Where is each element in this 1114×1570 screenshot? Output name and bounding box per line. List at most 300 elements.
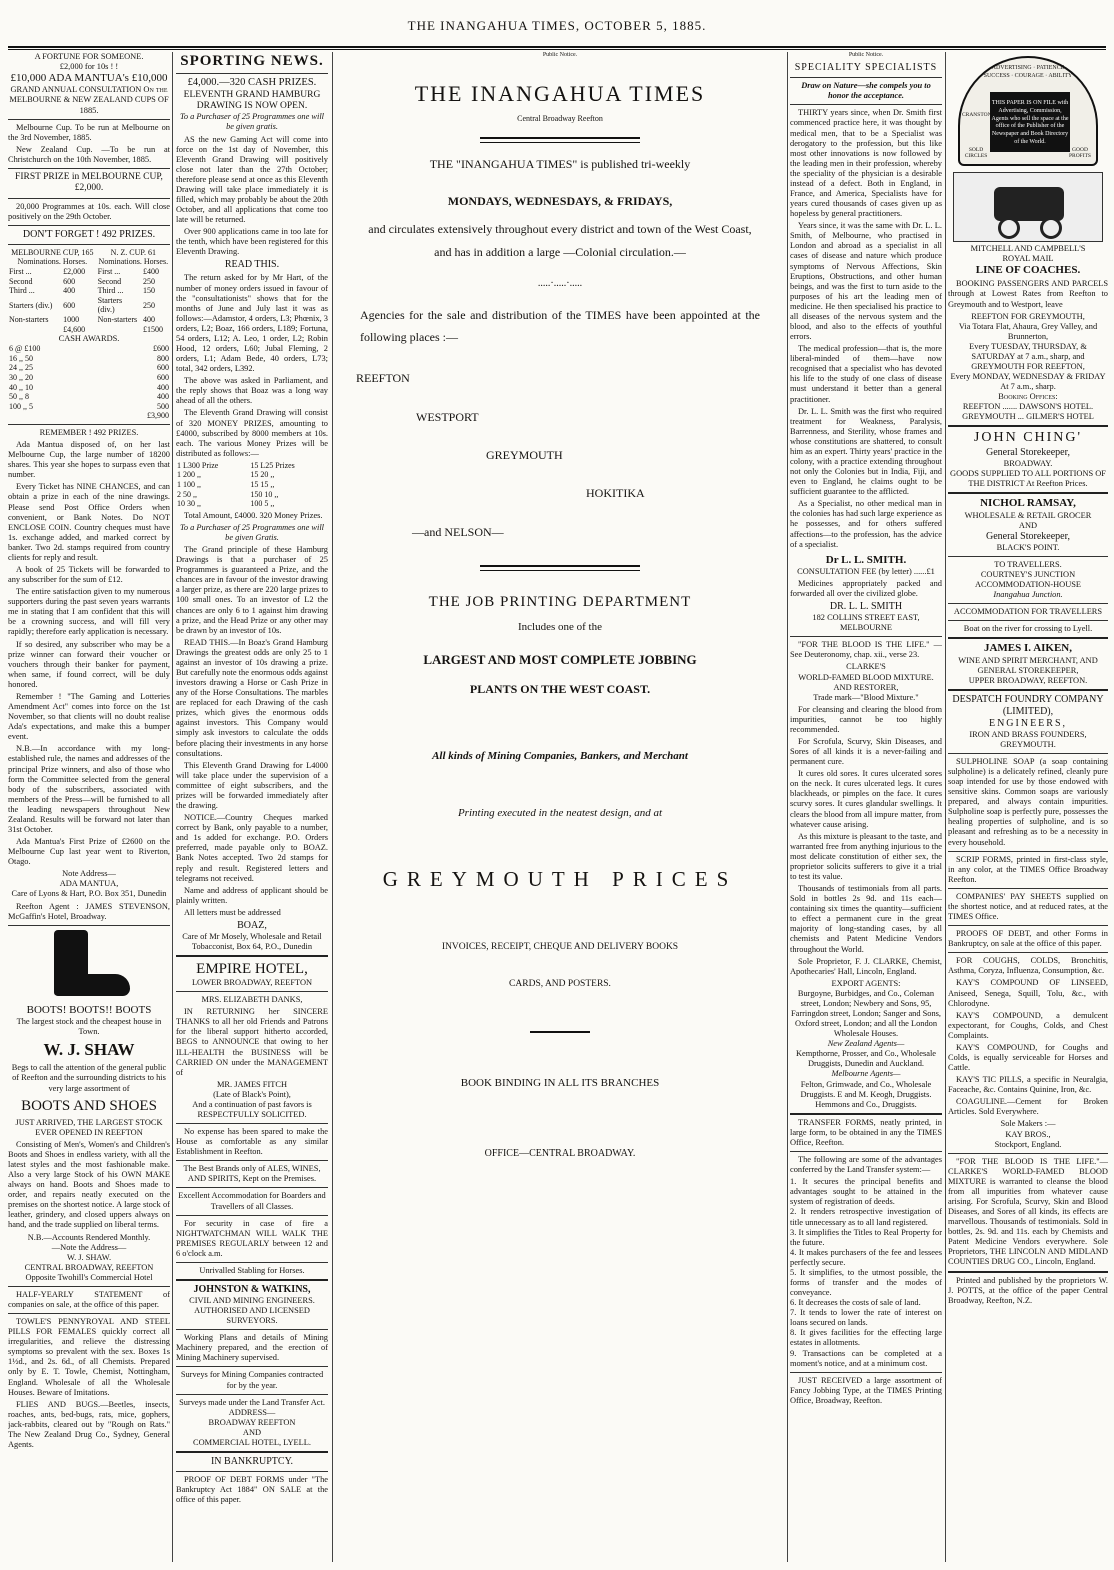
- nz-cup-date: New Zealand Cup. —To be run at Christchurch on the 10th November, 1885.: [8, 144, 170, 164]
- danks-name: MRS. ELIZABETH DANKS,: [201, 995, 303, 1005]
- address-line: COMMERCIAL HOTEL, LYELL.: [193, 1437, 311, 1447]
- cups-heading: MELBOURNE & NEW ZEALAND CUPS OF 1885.: [9, 95, 169, 115]
- mitchell-campbell: MITCHELL AND CAMPBELL'S: [970, 244, 1086, 253]
- proof-of-debt: PROOF OF DEBT FORMS under "The Bankruptcy Act 1884" ON SALE at the office of this paper.: [176, 1475, 328, 1505]
- advantage-item: 3. It simplifies the Titles to Real Property for the future.: [790, 1227, 942, 1247]
- column-3-public-notice: [336, 52, 784, 1562]
- logo-word: CRANSTON: [962, 112, 992, 118]
- table-cell: 250: [143, 276, 156, 286]
- to-travellers: TO TRAVELLERS.: [994, 559, 1062, 569]
- kays-compound: KAY'S COMPOUND, a demulcent expectorant, for Coughs, Colds, and Chest Complaints.: [948, 1010, 1108, 1040]
- line-of-coaches: LINE OF COACHES.: [975, 264, 1081, 277]
- danks-notice: IN RETURNING her SINCERE THANKS to all her old Friends and Patrons for the liberal support hitherto accorded, BEGS to ANNOUNCE that owing to her ILL-HEALTH the BUSINESS will be CARRIED ON under the MANAGEMENT of: [176, 1007, 328, 1077]
- dr-smith-2: DR. L. L. SMITH: [829, 601, 903, 613]
- table-cell: 15 L25 Prizes: [250, 460, 295, 470]
- divider: [176, 1279, 328, 1281]
- boots-subheading: The largest stock and the cheapest house in Town.: [16, 1016, 162, 1036]
- divider: [176, 1366, 328, 1367]
- kay-bros: KAY BROS.,: [1005, 1129, 1051, 1139]
- logo-word: SOLD CIRCLES: [964, 146, 988, 160]
- table-cell: 400: [157, 382, 169, 392]
- purchaser-note: To a Purchaser of 25 Programmes one will be given Gratis.: [179, 522, 324, 542]
- plants-line: PLANTS ON THE WEST COAST.: [469, 681, 651, 696]
- divider: [176, 1123, 328, 1124]
- read-this: READ THIS.: [224, 259, 280, 271]
- table-cell: 50 ,, 8: [9, 392, 29, 402]
- grand-consultation: GRAND ANNUAL CONSULTATION On the: [10, 85, 168, 95]
- broadway: BROADWAY.: [1003, 459, 1053, 469]
- sporting-paragraph: AS the new Gaming Act will come into force on the 1st day of November, this Eleventh Grand Drawing will positively close not later than the 27th October; therefore please send at once as this Eleventh Drawing will take place immediately it is filled, which may probably be about the 20th October, and all applications that come too late will be returned.: [176, 134, 328, 225]
- restorer: AND RESTORER,: [833, 682, 899, 692]
- table-cell: 600: [157, 373, 169, 383]
- shaw-address: Opposite Twohill's Commercial Hotel: [25, 1272, 153, 1282]
- booking-office-list: REEFTON ....... DAWSON'S HOTEL. GREYMOUTH ... GILMER'S HOTEL: [962, 402, 1094, 422]
- fortune-amount: £2,000 for 10s ! !: [59, 62, 119, 72]
- general-storekeeper: General Storekeeper,: [986, 530, 1070, 542]
- clarke-blood-ad: "FOR THE BLOOD IS THE LIFE."—CLARKE'S WORLD-FAMED BLOOD MIXTURE is warranted to cleanse the blood from all impurities from whatever cause arising. For Scrofula, Scurvy, Skin and Blood Diseases, and Sores of all kinds, its effects are marvellous. Thousands of testimonials. Sold in bottles, 2s. 9d. and 11s. each by Chemists and Patent Medicine Vendors everywhere. Sole Proprietors, THE LINCOLN AND MIDLAND COUNTIES DRUG CO., Lincoln, England.: [948, 1156, 1108, 1267]
- hotel-note: No expense has been spared to make the House as comfortable as any similar Establishment in Reefton.: [176, 1127, 328, 1157]
- address-and: AND: [242, 1427, 262, 1437]
- export-agents: EXPORT AGENTS:: [831, 978, 901, 988]
- first-prize: FIRST PRIZE in MELBOURNE CUP, £2,000.: [15, 171, 163, 194]
- trade-mark: Trade mark—"Blood Mixture.": [813, 692, 919, 702]
- melbourne-cup-date: Melbourne Cup. To be run at Melbourne on the 3rd November, 1885.: [8, 122, 170, 142]
- published-line: THE "INANGAHUA TIMES" is published tri-weekly: [429, 157, 691, 172]
- accounts-monthly: N.B.—Accounts Rendered Monthly.: [27, 1232, 151, 1242]
- remember-heading: REMEMBER ! 492 PRIZES.: [39, 428, 139, 437]
- public-notice-label: Public Notice.: [542, 52, 578, 58]
- masthead-rule: [8, 46, 1106, 48]
- logo-word: COURAGE: [1014, 73, 1044, 80]
- sporting-paragraph: The Eleventh Grand Drawing will consist of 320 MONEY PRIZES, amounting to £4000, subscribed by 8000 members at 10s. each. The various Money Prizes will be distributed as follows:—: [176, 408, 328, 458]
- divider: [176, 1215, 328, 1216]
- coughs-colds: FOR COUGHS, COLDS, Bronchitis, Asthma, Coryza, Influenza, Consumption, &c.: [948, 956, 1108, 976]
- boots-heading: BOOTS! BOOTS!! BOOTS: [26, 1003, 152, 1016]
- table-cell: 6 @ £100: [9, 344, 41, 354]
- total-amount: Total Amount, £4000. 320 Money Prizes.: [184, 510, 323, 520]
- table-cell: Non-starters: [97, 314, 138, 324]
- divider: [790, 1372, 942, 1373]
- nz-list: Kempthorne, Prosser, and Co., Wholesale Druggists, Dunedin and Auckland.: [796, 1049, 936, 1069]
- sporting-paragraph: The return asked for by Mr Hart, of the number of money orders issued in favour of the "consultationists" shows that for the months of June and July last it was as follows:—Adamstor, 4 orders, L3; Phœnix, 3 orders, L2; Boaz, 166 orders, L189; Fortuna, 54 orders, L12; A. Leo, 1 order, L2; Robin Hood, 12 orders, L60; Jubal Fleming, 2 orders, L1; Adam Bede, 40 orders, L73; total, 342 orders, L392.: [176, 273, 328, 374]
- greymouth-prices: GREYMOUTH PRICES: [382, 866, 738, 891]
- divider: [790, 77, 942, 78]
- divider: [176, 1187, 328, 1188]
- cash-awards-heading: CASH AWARDS.: [58, 334, 120, 344]
- stabling: Unrivalled Stabling for Horses.: [199, 1265, 305, 1275]
- ornamental-rule: [480, 565, 640, 571]
- column-divider: [332, 52, 333, 1562]
- engineers: ENGINEERS,: [988, 717, 1068, 729]
- shaw-address: CENTRAL BROADWAY, REEFTON: [24, 1262, 154, 1272]
- wine-spirit: WINE AND SPIRIT MERCHANT, AND GENERAL STOREKEEPER,: [958, 655, 1098, 675]
- table-cell: 15 20 ,,: [250, 470, 275, 480]
- despatch-foundry: DESPATCH FOUNDRY COMPANY (LIMITED),: [952, 693, 1104, 717]
- table-cell: 2 50 ,,: [177, 489, 197, 499]
- agency-place: GREYMOUTH: [486, 447, 563, 462]
- divider: [948, 753, 1108, 754]
- table-cell: Second: [9, 276, 33, 286]
- note-address: Note Address—: [62, 869, 116, 879]
- table-cell: 100 5 ,,: [250, 499, 275, 509]
- agency-place: HOKITIKA: [586, 486, 645, 501]
- divider: [948, 556, 1108, 557]
- sporting-paragraph: This Eleventh Grand Drawing for L4000 will take place under the supervision of a committee of eight subscribers, and the prizes will be forwarded immediately after the drawing.: [176, 760, 328, 811]
- divider: [8, 1286, 170, 1287]
- booking-offices: Booking Offices:: [998, 392, 1058, 402]
- column-divider: [172, 52, 173, 1562]
- divider: [948, 603, 1108, 604]
- half-yearly-notice: HALF-YEARLY STATEMENT of companies on sale, at the office of this paper.: [8, 1289, 170, 1309]
- table-cell: 10 30 ,,: [177, 499, 201, 509]
- sole-makers: Sole Makers :—: [1000, 1119, 1056, 1129]
- kays-tic-pills: KAY'S TIC PILLS, a specific in Neuralgia, Faceache, &c. Contains Quinine, Iron, &c.: [948, 1075, 1108, 1095]
- smith-paragraph: THIRTY years since, when Dr. Smith first commenced practice here, it was thought by medical men, that to be a Specialist was derogatory to the profession, but this like most other innovations is now followed by the leading men in their profession, whereby the speciality of the physician is a desirable instead of a defect. Both in England, in France, and America, Specialists have for years cured thousands of cases given up as hopeless by general practitioners.: [790, 108, 942, 219]
- divider: [948, 492, 1108, 494]
- table-cell: 40 ,, 10: [9, 382, 33, 392]
- divider: [176, 1329, 328, 1330]
- table-cell: Non-starters: [9, 314, 49, 324]
- circulation-note: and circulates extensively throughout every district and town of the West Coast, and has in addition a large —Colonial circulation.—: [368, 221, 752, 259]
- kays-compound: KAY'S COMPOUND, for Coughs and Colds, is equally serviceable for Horses and Cattle.: [948, 1042, 1108, 1073]
- divider: [948, 425, 1108, 427]
- divider: [948, 851, 1108, 852]
- clarkes: CLARKE'S: [846, 662, 886, 672]
- divider: [790, 1113, 942, 1115]
- boaz-name: BOAZ,: [237, 919, 267, 931]
- logo-word: ABILITY: [1048, 73, 1073, 80]
- greymouth-for-reefton: GREYMOUTH FOR REEFTON,: [971, 361, 1085, 371]
- table-cell: 150 10 ,,: [250, 489, 279, 499]
- sporting-paragraph: All letters must be addressed: [184, 907, 281, 917]
- royal-mail: ROYAL MAIL: [1002, 254, 1054, 264]
- authorised-surveyors: AUTHORISED AND LICENSED SURVEYORS.: [194, 1306, 310, 1326]
- divider: [176, 1262, 328, 1263]
- reefton-for-greymouth: REEFTON FOR GREYMOUTH,: [971, 311, 1085, 321]
- office-central-broadway: OFFICE—CENTRAL BROADWAY.: [484, 1147, 636, 1159]
- agency-place: —and NELSON—: [412, 524, 504, 539]
- cards-posters: CARDS, AND POSTERS.: [509, 979, 611, 990]
- divider: [8, 244, 170, 245]
- programmes-note: 20,000 Programmes at 10s. each. Will close positively on the 29th October.: [8, 201, 170, 221]
- fortune-heading: A FORTUNE FOR SOMEONE.: [34, 52, 144, 61]
- column-1: [8, 52, 170, 1562]
- divider: [8, 1313, 170, 1314]
- proofs-of-debt: PROOFS OF DEBT, and other Forms in Bankruptcy, on sale at the office of this paper.: [948, 929, 1108, 949]
- dont-forget: DON'T FORGET ! 492 PRIZES.: [22, 228, 156, 240]
- advantage-item: 7. It tends to lower the rate of interest on loans secured on lands.: [790, 1308, 942, 1328]
- schedule: Every MONDAY, WEDNESDAY & FRIDAY At 7 a.m., sharp.: [950, 372, 1106, 392]
- shaw-intro: Begs to call the attention of the general public of Reefton and the surrounding districts to his very large assortment of: [11, 1063, 167, 1093]
- largest-jobbing: LARGEST AND MOST COMPLETE JOBBING: [423, 652, 697, 668]
- stockport: Stockport, England.: [994, 1139, 1062, 1149]
- route-via: Via Totara Flat, Ahaura, Grey Valley, and Brunnerton,: [958, 321, 1098, 341]
- table-cell: 30 ,, 20: [9, 373, 33, 383]
- shaw-address: W. J. SHAW.: [66, 1252, 112, 1262]
- divider: [8, 225, 170, 226]
- masthead-rule-thin: [8, 49, 1106, 50]
- table-cell: Third ...: [97, 286, 124, 296]
- ada-paragraph: The entire satisfaction given to my numerous supporters during the past seven years warrants me in stating that I am confident that this will be a crowning success, and will fill very rapidly; therefore early application is necessary.: [8, 587, 170, 637]
- divider: [948, 1271, 1108, 1273]
- table-cell: 500: [157, 401, 169, 411]
- table-cell: First ...: [97, 267, 121, 277]
- table-cell: 400: [143, 314, 156, 324]
- nichol-ramsay: NICHOL RAMSAY,: [980, 497, 1076, 510]
- reefton-agent: Reefton Agent : JAMES STEVENSON, McGaffin's Hotel, Broadway.: [8, 901, 170, 921]
- logo-word: SUCCESS: [983, 73, 1010, 80]
- john-ching: JOHN CHING': [973, 430, 1083, 446]
- goods-supplied: GOODS SUPPLIED TO ALL PORTIONS OF THE DISTRICT At Reefton Prices.: [950, 469, 1106, 489]
- clarke-paragraph: For Scrofula, Scurvy, Skin Diseases, and Sores of all kinds it is a never-failing and permanent cure.: [790, 736, 942, 767]
- table-cell: £2,000: [63, 267, 86, 277]
- boat-crossing: Boat on the river for crossing to Lyell.: [963, 624, 1093, 634]
- purchaser-note: To a Purchaser of 25 Programmes one will be given gratis.: [179, 112, 324, 132]
- divider: [790, 1151, 942, 1152]
- divider: [948, 925, 1108, 926]
- divider: [8, 925, 170, 926]
- table-total: £3,900: [147, 411, 169, 421]
- inangahua-junction: Inangahua Junction.: [993, 590, 1063, 600]
- table-cell: Third ...: [9, 286, 35, 296]
- divider: [948, 888, 1108, 889]
- working-plans: Working Plans and details of Mining Machinery prepared, and the erection of Mining Machinery supervised.: [176, 1333, 328, 1363]
- boot-illustration: [44, 930, 134, 1000]
- address-label: ADDRESS—: [228, 1407, 276, 1417]
- towle-pills-ad: TOWLE'S PENNYROYAL AND STEEL PILLS FOR FEMALES quickly correct all irregularities, and relieve the distressing symptoms so prevalent with the sex. Boxes 1s 1½d., and 2s. 6d., of all Chemists. Prepared only by E. T. Towle, Chemist, Nottingham, England. Wholesale of all the Wholesale Houses. Beware of Imitations.: [8, 1317, 170, 1397]
- table-cell: First ...: [9, 267, 32, 277]
- times-office: Central Broadway Reefton: [517, 113, 603, 123]
- column-divider: [945, 52, 946, 1562]
- schedule: Every TUESDAY, THURSDAY, & SATURDAY at 7 a.m., sharp, and: [969, 341, 1087, 361]
- table-total: £1500: [143, 324, 164, 334]
- sporting-paragraph: NOTICE.—Country Cheques marked correct by Bank, only payable to a number, and 1s added for exchange. P.O. Orders preferred, made payable only to BOAZ. Bank Notes accepted. Two 2d stamps for reply and result. Registered letters and telegrams not received.: [176, 813, 328, 883]
- nz-agents: New Zealand Agents—: [827, 1039, 905, 1049]
- export-list: Burgoyne, Burbidges, and Co., Coleman street, London; Newbery and Sons, 95, Farringdon street, London; Sanger and Sons, Oxford street, London; and all the London Wholesale Houses.: [790, 988, 942, 1039]
- draw-on-nature: Draw on Nature—she compels you to honor the acceptance.: [801, 81, 931, 101]
- table-cell: £600: [153, 344, 169, 354]
- smith-paragraph: As a Specialist, no other medical man in the colonies has had such large experience as he possesses, and for others suffered affections—to the profession, has the advice of a specialist.: [790, 499, 942, 549]
- johnston-watkins: JOHNSTON & WATKINS,: [193, 1284, 311, 1295]
- cash-awards-table: [8, 344, 170, 421]
- coach-illustration: [953, 172, 1103, 242]
- shaw-name: W. J. SHAW: [43, 1040, 135, 1060]
- advantage-item: 2. It renders retrospective investigation of title unnecessary as to all land registered.: [790, 1207, 942, 1227]
- smith-paragraph: The medical profession—that is, the more liberal-minded of them—have now recognised that a specialist who has devoted his life to the study of one class of disease must understand it better than a general practitioner.: [790, 344, 942, 404]
- table-cell: 250: [143, 300, 156, 310]
- table-cell: 400: [63, 286, 76, 296]
- advantage-item: 8. It gives facilities for the effecting large estates in allotments.: [790, 1328, 942, 1348]
- upper-broadway: UPPER BROADWAY, REEFTON.: [968, 675, 1088, 685]
- table-cell: 15 15 ,,: [250, 480, 275, 490]
- rough-on-rats-ad: FLIES AND BUGS.—Beetles, insects, roaches, ants, bed-bugs, rats, mice, gophers, jack-rabbits, cleared out by "Rough on Rats." The New Zealand Drug Co., Sydney, General Agents.: [8, 1399, 170, 1449]
- column-5: [948, 52, 1108, 1562]
- hotel-brands: The Best Brands only of ALES, WINES, AND SPIRITS, Kept on the Premises.: [183, 1164, 321, 1184]
- world-famed: WORLD-FAMED BLOOD MIXTURE.: [798, 672, 934, 682]
- kays-compound: KAY'S COMPOUND OF LINSEED, Aniseed, Senega, Squill, Tolu, &c., with Chlorodyne.: [948, 978, 1108, 1008]
- divider: [176, 955, 328, 957]
- masthead: [0, 0, 1114, 50]
- divider: [8, 168, 170, 169]
- address-line: BROADWAY REEFTON: [208, 1417, 296, 1427]
- logo-panel: [990, 92, 1070, 152]
- transfer-forms: TRANSFER FORMS, neatly printed, in large form, to be obtained in any the TIMES Office, Reefton.: [790, 1117, 942, 1147]
- agencies-note: Agencies for the sale and distribution of the TIMES have been appointed at the following places :—: [360, 307, 760, 345]
- includes-line: Includes one of the: [518, 621, 602, 634]
- hamburg-drawing: ELEVENTH GRAND HAMBURG DRAWING IS NOW OPEN.: [183, 89, 321, 111]
- divider: [948, 637, 1108, 639]
- divider: [176, 1471, 328, 1472]
- newspaper-title: THE INANGAHUA TIMES, OCTOBER 5, 1885.: [407, 18, 707, 33]
- table-cell: Second: [97, 276, 122, 286]
- nz-cup-head: N. Z. CUP. 61 Nominations. Horses.: [98, 247, 169, 267]
- table-cell: 1 100 ,,: [177, 480, 201, 490]
- divider: [790, 636, 942, 637]
- ada-mantua-prize: £10,000 ADA MANTUA's £10,000: [10, 72, 168, 85]
- table-cell: 150: [143, 286, 156, 296]
- land-transfer-surveys: Surveys made under the Land Transfer Act.: [179, 1397, 325, 1407]
- table-cell: 1 200 ,,: [177, 470, 201, 480]
- table-cell: £400: [143, 267, 160, 277]
- ada-paragraph: N.B.—In accordance with my long-established rule, the names and addresses of the principal Prize winners, and also of those who form the Committee selected from the general body of the subscribers, associated with members of the Press—will be furnished to all the leading newspapers throughout New Zealand. Results will be forward not later than 31st October.: [8, 744, 170, 834]
- general-storekeeper: General Storekeeper,: [986, 447, 1070, 459]
- invoices-line: INVOICES, RECEIPT, CHEQUE AND DELIVERY BOOKS: [441, 941, 679, 952]
- boots-and-shoes: BOOTS AND SHOES: [21, 1097, 157, 1114]
- ada-paragraph: Ada Mantua's First Prize of £2600 on the Melbourne Cup last year went to Riverton, Otago.: [8, 837, 170, 867]
- table-cell: 600: [63, 276, 76, 286]
- divider: [176, 1394, 328, 1395]
- sporting-paragraph: Name and address of applicant should be plainly written.: [176, 885, 328, 905]
- logo-word: PATIENCE: [1036, 65, 1065, 71]
- column-2: [176, 52, 328, 1562]
- ornamental-rule: [480, 137, 640, 143]
- courtney-junction: COURTNEY'S JUNCTION ACCOMMODATION-HOUSE: [974, 569, 1082, 590]
- sporting-paragraph: Over 900 applications came in too late for the tenth, which have been registered for this Eleventh Drawing.: [176, 227, 328, 257]
- table-cell: Starters (div.): [9, 300, 53, 310]
- sporting-news-heading: SPORTING NEWS.: [180, 53, 324, 69]
- clarke-paragraph: Thousands of testimonials from all parts. Sold in bottles 2s 9d. and 11s each—containing six times the quantity—sufficient to effect a permanent cure in the great majority of long-standing cases, by all chemists and Patent Medicine Vendors throughout the World.: [790, 884, 942, 954]
- shaw-address: —Note the Address—: [51, 1242, 127, 1252]
- clarke-cures: It cures old sores. It cures ulcerated sores on the neck. It cures ulcerated legs. It cures blackheads, or pimples on the face. It cures scurvy sores. It cures glandular swellings. It clears the blood from all impure matter, from whatever cause arising.: [790, 769, 942, 829]
- table-cell: 600: [157, 363, 169, 373]
- smith-paragraph: Years since, it was the same with Dr. L. L. Smith, of Melbourne, who practised in London and abroad as a specialist in all cases of disease and nature which produce symptoms of Nervous Affections, Skin Eruptions, Obstructions, and other human beings, and was the first to turn aside to the purposes of his art the leading men of medicine. He then specialised his practice to all diseases of the nervous system and the blood, and also to the effects of youthful errors.: [790, 221, 942, 342]
- ada-paragraph: Every Ticket has NINE CHANCES, and can obtain a prize in each of the nine drawings. Please send Post Office Orders when convenient, or Bank Notes. Do NOT ENCLOSE COIN. Country cheques must have 1s. exchange added, and marked correct by banker. Two 2d. stamps required from country clients for reply and result.: [8, 482, 170, 562]
- cash-prizes: £4,000.—320 CASH PRIZES.: [187, 77, 317, 88]
- empire-location: LOWER BROADWAY, REEFTON: [191, 978, 313, 988]
- speciality-heading: SPECIALITY SPECIALISTS: [794, 62, 938, 74]
- cup-prize-table: [8, 248, 170, 334]
- agency-place: REEFTON: [356, 371, 410, 386]
- collins-street: 182 COLLINS STREET EAST, MELBOURNE: [812, 613, 920, 633]
- ada-address: Care of Lyons & Hart, P.O. Box 351, Dunedin: [11, 889, 167, 899]
- table-cell: Starters (div.): [97, 295, 123, 315]
- sporting-paragraph: The above was asked in Parliament, and the reply shows that Boaz was a long way ahead of all the others.: [176, 376, 328, 406]
- divider: [8, 424, 170, 425]
- advantage-item: 5. It simplifies, to the utmost possible, the forms of transfer and the modes of conveyance.: [790, 1267, 942, 1298]
- divider: [8, 119, 170, 120]
- public-notice-label: Public Notice.: [848, 52, 884, 58]
- sporting-paragraph: The Grand principle of these Hamburg Drawings is that a purchaser of 25 Programmes is guaranteed a Prize, and the chances are in favour of the investor drawing a larger prize, as there are 220 large prizes to 100 small ones. To an investor of L2 the chances are only 6 to 1 against him drawing a prize, and the Head Prize or any other may be drawn by an investor of 10s.: [176, 545, 328, 635]
- pay-sheets: COMPANIES' PAY SHEETS supplied on the shortest notice, and at reduced rates, at the TIMES Office.: [948, 891, 1108, 922]
- divider: [790, 104, 942, 105]
- table-cell: 24 ,, 25: [9, 363, 33, 373]
- advantage-item: 6. It decreases the costs of sale of land.: [790, 1298, 921, 1308]
- blacks-point: BLACK'S POINT.: [996, 542, 1060, 552]
- ada-paragraph: Ada Mantua disposed of, on her last Melbourne Cup, the large number of 18200 shares. This year she hopes to surpass even that number.: [8, 440, 170, 480]
- printing-executed: Printing executed in the neatest design, and at: [457, 807, 663, 820]
- table-cell: 100 ,, 5: [9, 401, 33, 411]
- accommodation-travellers: ACCOMMODATION FOR TRAVELLERS: [953, 607, 1103, 617]
- land-transfer-intro: The following are some of the advantages conferred by the Land Transfer system:—: [790, 1155, 942, 1175]
- clarke-paragraph: For cleansing and clearing the blood from impurities, cannot be too highly recommended.: [790, 704, 942, 734]
- just-arrived: JUST ARRIVED, THE LARGEST STOCK EVER OPENED IN REEFTON: [15, 1117, 163, 1137]
- scrip-forms: SCRIP FORMS, printed in first-class style, in any color, at the TIMES Office Broadway Reefton.: [948, 854, 1108, 884]
- logo-text: THIS PAPER IS ON FILE with Advertising, Commission, Agents who sell the space at the office of the Publisher of the Newspaper and Book Directory of the World.: [991, 100, 1069, 145]
- printed-published: Printed and published by the proprietors W. J. POTTS, at the office of the paper Central Broadway, Reefton, N.Z.: [948, 1275, 1108, 1305]
- james-aiken: JAMES I. AIKEN,: [983, 642, 1073, 655]
- dr-smith: Dr L. L. SMITH.: [825, 553, 907, 566]
- clarke-paragraph: As this mixture is pleasant to the taste, and warranted free from anything injurious to the most delicate constitution of either sex, the proprietor solicits sufferers to give it a trial to test its value.: [790, 831, 942, 881]
- smith-paragraph: Dr. L. L. Smith was the first who required treatment for Weakness, Paralysis, Barrenness, and Sterility, whose frames and whose constitutions are shattered, to consult him as an expert. Thirty years' practice in the colony, with a practice extending throughout not only the Colonies but in India, Fiji, and even to England, he claims ought to be sufficient guarantee to the afflicted.: [790, 406, 942, 497]
- boaz-address: Care of Mr Mosely, Wholesale and Retail Tobacconist, Box 64, P.O., Dunedin: [182, 931, 322, 951]
- divider: [176, 73, 328, 74]
- divider: [948, 1153, 1108, 1154]
- ornament: .....·.....·.....: [537, 277, 583, 289]
- fitch-sub: (Late of Black's Point),: [213, 1089, 291, 1099]
- divider: [948, 620, 1108, 621]
- ada-paragraph: If so desired, any subscriber who may be a prize winner can forward their voucher or vouchers through their banker for payment, when same, if found correct, will be duly honored.: [8, 639, 170, 689]
- sulpholine-soap: SULPHOLINE SOAP (a soap containing sulpholine) is a delicately refined, cleanly pure soap intended for use by those endowed with sensitive skins. Common soaps are variously prepared, and always contain impurities. Sulpholine soap is perfectly pure, possesses the healing properties of sulpholine, and is so pleasant and refreshing as to be a necessity in every household.: [948, 756, 1108, 847]
- wholesale-grocer: WHOLESALE & RETAIL GROCER: [964, 510, 1092, 520]
- and-label: AND: [1018, 520, 1038, 530]
- hotel-accommodation: Excellent Accommodation for Boarders and Travellers of all Classes.: [178, 1191, 326, 1211]
- greymouth: GREYMOUTH.: [1000, 739, 1056, 749]
- bankruptcy-heading: IN BANKRUPTCY.: [210, 1456, 294, 1468]
- advertising-logo: ADVERTISING · PATIENCE SUCCESS · COURAGE · ABILITY THIS PAPER IS ON FILE with Advertising, Commission, Agents who sell the space at the office of the Publisher of the Newspaper and Book Directory of the World. SOLD CIRCLES GOOD PROFITS CRANSTON: [958, 56, 1098, 166]
- table-cell: 600: [63, 300, 76, 310]
- melb-list: Felton, Grimwade, and Co., Wholesale Druggists. E and M. Keogh, Druggists. Hemmons and Co., Druggists.: [800, 1079, 932, 1109]
- fitch-name: MR. JAMES FITCH: [216, 1079, 288, 1089]
- book-binding: BOOK BINDING IN ALL ITS BRANCHES: [460, 1076, 660, 1089]
- divider: [948, 952, 1108, 953]
- fancy-jobbing-type: JUST RECEIVED a large assortment of Fancy Jobbing Type, at the TIMES Printing Office, Broadway, Reefton.: [790, 1375, 942, 1405]
- table-cell: 800: [157, 353, 169, 363]
- divider: [948, 689, 1108, 691]
- ada-paragraph: A book of 25 Tickets will be forwarded to any subscriber for the sum of £12.: [8, 565, 170, 585]
- advantage-item: 4. It makes purchasers of the fee and lessees perfectly secure.: [790, 1247, 942, 1267]
- divider: [176, 991, 328, 992]
- publication-days: MONDAYS, WEDNESDAYS, & FRIDAYS,: [447, 193, 673, 208]
- clarke-proprietor: Sole Proprietor, F. J. CLARKE, Chemist, Apothecaries' Hall, Lincoln, England.: [790, 956, 942, 976]
- melbourne-cup-head: MELBOURNE CUP, 165 Nominations. Horses.: [11, 247, 94, 267]
- divider: [176, 1160, 328, 1161]
- booking-passengers: BOOKING PASSENGERS AND PARCELS through at Lowest Rates from Reefton to Greymouth and to Westport, leave: [948, 279, 1108, 309]
- medicines-note: Medicines appropriately packed and forwarded all over the civilized globe.: [790, 578, 942, 599]
- mining-companies: All kinds of Mining Companies, Bankers, and Merchant: [432, 750, 688, 763]
- table-cell: 16 ,, 50: [9, 353, 33, 363]
- consultation-fee: CONSULTATION FEE (by letter) ......£1: [797, 566, 935, 576]
- money-prize-table: [176, 461, 328, 509]
- logo-word: ADVERTISING: [991, 65, 1032, 71]
- empire-hotel: EMPIRE HOTEL,: [196, 961, 308, 978]
- times-title: THE INANGAHUA TIMES: [414, 81, 706, 107]
- sporting-paragraph: READ THIS.—In Boaz's Grand Hamburg Drawings the greatest odds are only 25 to 1 against an investor of 10s drawing a prize. But carefully note the enormous odds against investors drawing a Horse or Cash Prize in any of the Horse Consultations. The marbles are replaced for each Drawing of the cash prizes, which gives the enormous odds against investors. This Company would simply ask investors to calculate the odds before placing their investments in any horse consultations.: [176, 637, 328, 758]
- shaw-stock: Consisting of Men's, Women's and Children's Boots and Shoes in endless variety, with all the latest styles and the most fashionable make. Also a very large Stock of his OWN MAKE always on hand. Boots and Shoes made to order, and repairs neatly executed on the premises on the shortest notice. A large stock of leather, grindery, and closed uppers always on hand, and the trade supplied on liberal terms.: [8, 1139, 170, 1230]
- agency-place: WESTPORT: [416, 409, 479, 424]
- table-cell: 1 L300 Prize: [177, 460, 219, 470]
- advantage-item: 1. It secures the principal benefits and advantages sought to be attained in the system of registration of deeds.: [790, 1177, 942, 1207]
- column-divider: [787, 52, 788, 1562]
